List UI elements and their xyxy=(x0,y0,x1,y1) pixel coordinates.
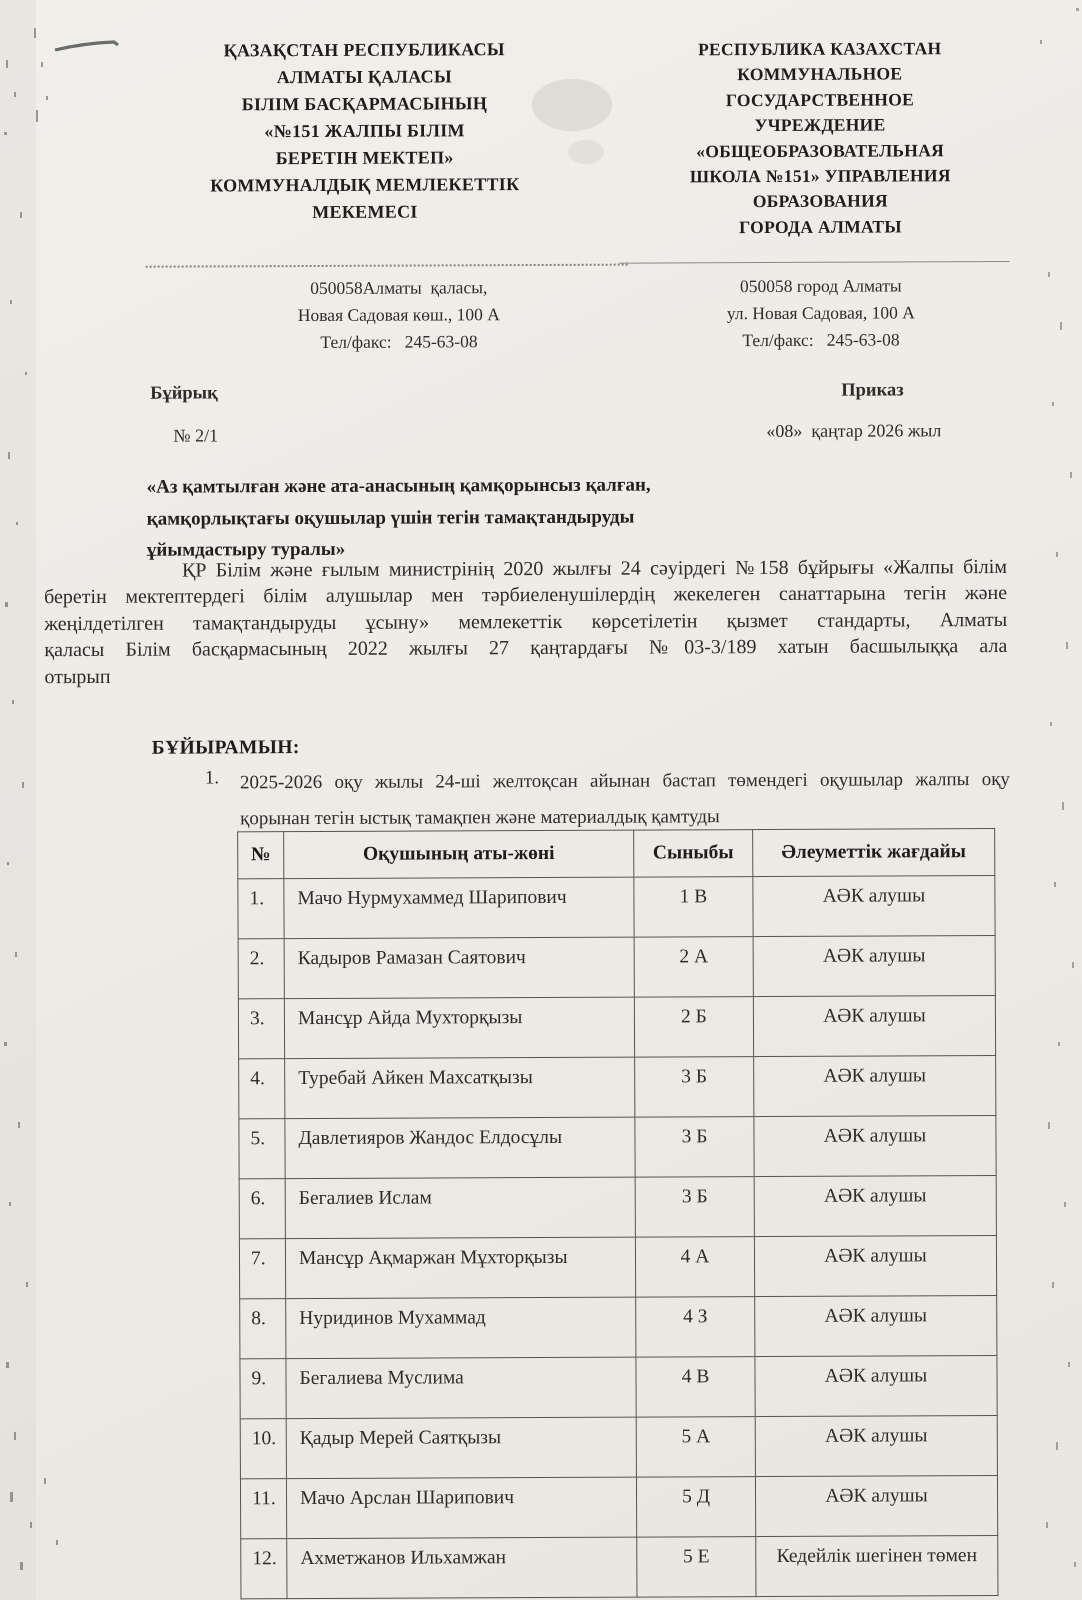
table-row xyxy=(241,1536,998,1599)
cell-number: 10. xyxy=(240,1419,286,1479)
org-name-ru-line: ГОСУДАРСТВЕННОЕ xyxy=(725,89,915,110)
cell-number: 2. xyxy=(238,939,284,999)
org-name-ru-line: РЕСПУБЛИКА КАЗАХСТАН xyxy=(697,38,942,60)
cell-number: 4. xyxy=(239,1059,285,1119)
org-name-kk-line: ҚАЗАҚСТАН РЕСПУБЛИКАСЫ xyxy=(223,39,505,61)
cell-social-status: АӘК алушы xyxy=(755,1296,997,1357)
org-name-kk-line: КОММУНАЛДЫҚ МЕМЛЕКЕТТІК xyxy=(210,174,520,196)
list-item-line: қорынан тегін ыстық тамақпен және материалдық қамтуды xyxy=(240,806,720,830)
cell-number: 8. xyxy=(240,1299,286,1359)
list-item-number: 1. xyxy=(204,767,220,789)
col-header-student-name: Оқушының аты-жөні xyxy=(284,830,634,879)
cell-social-status: АӘК алушы xyxy=(754,1056,996,1117)
org-name-russian xyxy=(623,36,1018,241)
org-name-ru-line: «ОБЩЕОБРАЗОВАТЕЛЬНАЯ xyxy=(696,139,945,161)
table-row xyxy=(240,1476,997,1539)
cell-social-status: АӘК алушы xyxy=(755,1356,997,1417)
students-table xyxy=(237,828,998,1599)
preamble-line: ҚР Білім және ғылым министрінің 2020 жылғы 24 сәуірдегі №158 бұйрығы «Жалпы білім xyxy=(181,555,1008,582)
table-row xyxy=(240,1296,997,1359)
org-name-kazakh xyxy=(137,36,593,227)
decree-heading: БҰЙЫРАМЫН: xyxy=(151,737,300,759)
cell-number: 6. xyxy=(239,1179,285,1239)
org-name-ru-line: ОБРАЗОВАНИЯ xyxy=(752,190,888,212)
preamble-line: отырып xyxy=(44,665,111,688)
cell-class: 5 Д xyxy=(636,1477,755,1538)
header-divider-right xyxy=(620,261,1010,264)
col-header-social-status: Әлеуметтік жағдайы xyxy=(753,829,995,877)
table-row xyxy=(239,1236,996,1299)
cell-student-name: Мансұр Ақмаржан Мұхторқызы xyxy=(285,1237,635,1299)
cell-student-name: Бегалиева Муслима xyxy=(286,1357,636,1419)
address-kk-line: Тел/факс: 245-63-08 xyxy=(320,331,478,352)
cell-number: 11. xyxy=(240,1479,286,1539)
org-name-ru-line: УЧРЕЖДЕНИЕ xyxy=(754,114,886,136)
order-label-kazakh: Бұйрық xyxy=(150,383,218,404)
cell-class: 3 Б xyxy=(635,1117,754,1178)
cell-class: 5 А xyxy=(636,1417,755,1478)
cell-social-status: АӘК алушы xyxy=(754,1176,996,1237)
col-header-class: Сыныбы xyxy=(634,830,753,878)
address-ru-line: 050058 город Алматы xyxy=(739,275,902,297)
cell-class: 4 А xyxy=(635,1237,754,1298)
address-ru-line: Тел/факс: 245-63-08 xyxy=(742,329,900,351)
cell-class: 3 Б xyxy=(635,1177,754,1238)
cell-student-name: Давлетияров Жандос Елдосұлы xyxy=(285,1117,635,1179)
cell-student-name: Мансұр Айда Мухторқызы xyxy=(284,997,634,1059)
table-row xyxy=(238,996,995,1059)
address-kk-line: Новая Садовая көш., 100 А xyxy=(297,304,500,326)
cell-class: 1 В xyxy=(634,877,753,938)
list-item-line: 2025-2026 оқу жылы 24-ші желтоқсан айынан бастап төмендегі оқушылар жалпы оқу xyxy=(239,768,1010,794)
cell-student-name: Ахметжанов Ильхамжан xyxy=(287,1537,637,1599)
cell-number: 12. xyxy=(241,1539,287,1599)
table-row xyxy=(240,1416,997,1479)
preamble-line: жеңілдетілген тамақтандыруды ұсыну» мемлекеттік көрсетілетін қызмет стандарты, Алматы xyxy=(44,608,1008,635)
cell-student-name: Нуридинов Мухаммад xyxy=(286,1297,636,1359)
org-name-ru-line: ШКОЛА №151» УПРАВЛЕНИЯ xyxy=(689,165,951,187)
address-ru-line: ул. Новая Садовая, 100 А xyxy=(726,302,915,324)
cell-social-status: АӘК алушы xyxy=(754,1236,996,1297)
cell-student-name: Мачо Нурмухаммед Шарипович xyxy=(284,877,634,939)
cell-social-status: Кедейлік шегінен төмен xyxy=(756,1536,998,1597)
cell-student-name: Кадыров Рамазан Саятович xyxy=(284,937,634,999)
address-kk-line: 050058Алматы қаласы, xyxy=(310,277,488,299)
order-label-russian: Приказ xyxy=(841,380,904,401)
org-name-ru-line: КОММУНАЛЬНОЕ xyxy=(737,63,903,85)
cell-social-status: АӘК алушы xyxy=(755,1416,997,1477)
header-divider-left xyxy=(146,264,628,268)
cell-student-name: Бегалиев Ислам xyxy=(285,1177,635,1239)
list-item-text xyxy=(240,762,1010,837)
cell-number: 7. xyxy=(239,1239,285,1299)
cell-number: 1. xyxy=(238,879,284,939)
cell-student-name: Қадыр Мерей Саятқызы xyxy=(286,1417,636,1479)
cell-student-name: Туребай Айкен Махсатқызы xyxy=(285,1057,635,1119)
order-title-line: ұйымдастыру туралы» xyxy=(146,538,346,561)
table-row xyxy=(239,1056,996,1119)
cell-student-name: Мачо Арслан Шарипович xyxy=(286,1477,636,1539)
cell-number: 3. xyxy=(238,999,284,1059)
order-number: № 2/1 xyxy=(173,425,219,446)
cell-class: 4 В xyxy=(636,1357,755,1418)
org-name-kk-line: «№151 ЖАЛПЫ БІЛІМ xyxy=(264,120,465,142)
order-preamble xyxy=(44,554,1008,690)
org-name-kk-line: БЕРЕТІН МЕКТЕП» xyxy=(275,147,454,169)
table-row xyxy=(238,876,995,939)
table-row xyxy=(240,1356,997,1419)
address-russian xyxy=(624,272,1018,355)
cell-number: 5. xyxy=(239,1119,285,1179)
cell-class: 5 Е xyxy=(637,1537,756,1598)
cell-social-status: АӘК алушы xyxy=(753,876,995,937)
cell-class: 3 Б xyxy=(635,1057,754,1118)
preamble-line: қаласы Білім басқармасының 2022 жылғы 27 қаңтардағы №03-3/189 хатын басшылыққа ала xyxy=(44,635,1008,662)
org-name-kk-line: АЛМАТЫ ҚАЛАСЫ xyxy=(276,66,452,88)
order-date: «08» қаңтар 2026 жыл xyxy=(766,420,942,442)
col-header-number: № xyxy=(238,832,284,879)
order-title xyxy=(147,469,767,566)
address-kazakh xyxy=(170,274,628,357)
cell-social-status: АӘК алушы xyxy=(753,936,995,997)
preamble-line: беретін мектептердегі білім алушылар мен тәрбиеленушілердің жекелеген санаттарына тегін және xyxy=(44,582,1008,609)
cell-class: 2 А xyxy=(634,937,753,998)
org-name-ru-line: ГОРОДА АЛМАТЫ xyxy=(739,216,902,237)
cell-class: 4 З xyxy=(636,1297,755,1358)
cell-social-status: АӘК алушы xyxy=(754,1116,996,1177)
cell-social-status: АӘК алушы xyxy=(755,1476,997,1537)
table-row xyxy=(239,1116,996,1179)
table-header-row xyxy=(238,829,995,879)
order-title-line: «Аз қамтылған және ата-анасының қамқорынсыз қалған, xyxy=(146,474,651,498)
order-title-line: қамқорлықтағы оқушылар үшін тегін тамақтандыруды xyxy=(146,506,635,530)
table-row xyxy=(239,1176,996,1239)
org-name-kk-line: МЕКЕМЕСІ xyxy=(312,201,418,222)
cell-social-status: АӘК алушы xyxy=(753,996,995,1057)
table-row xyxy=(238,936,995,999)
cell-class: 2 Б xyxy=(634,997,753,1058)
cell-number: 9. xyxy=(240,1359,286,1419)
org-name-kk-line: БІЛІМ БАСҚАРМАСЫНЫҢ xyxy=(241,93,488,115)
